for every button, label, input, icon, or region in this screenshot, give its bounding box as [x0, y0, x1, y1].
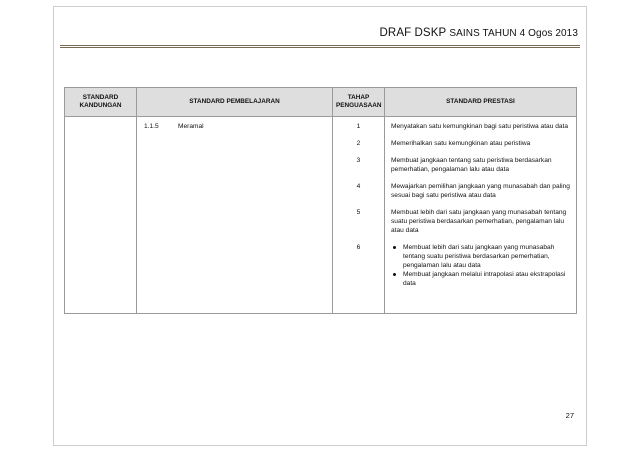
- table-header-row: [65, 88, 577, 117]
- col-tahap-penguasaan: TAHAP PENGUASAAN: [333, 88, 385, 117]
- header-rule: [60, 45, 580, 48]
- list-item: Membuat jangkaan melalui intrapolasi atau ekstrapolasi data: [391, 270, 572, 288]
- achievement-cell: Membuat lebih dari satu jangkaan yang munasabah tentang suatu peristiwa berdasarkan pemerhatian, pengalaman lalu atau data: [385, 201, 577, 236]
- learning-standard-code: 1.1.5: [144, 123, 159, 130]
- col-standard-pembelajaran: STANDARD PEMBELAJARAN: [137, 88, 333, 117]
- achievement-cell: Membuat jangkaan tentang satu peristiwa berdasarkan pemerhatian, pengalaman lalu atau data: [385, 149, 577, 175]
- col-standard-prestasi: STANDARD PRESTASI: [385, 88, 577, 117]
- achievement-cell: [385, 236, 577, 289]
- table-row: [65, 132, 577, 149]
- document-header-title: [380, 27, 578, 39]
- document-page: [53, 6, 587, 446]
- table-row: [65, 117, 577, 133]
- page-number: 27: [565, 411, 574, 420]
- learning-standard-text: Meramal: [178, 123, 204, 130]
- level-cell: 3: [333, 149, 385, 175]
- table-row: [65, 236, 577, 289]
- achievement-cell: Menyatakan satu kemungkinan bagi satu peristiwa atau data: [385, 117, 577, 133]
- achievement-bullet-list: [391, 243, 572, 288]
- header-title-main: DRAF DSKP: [379, 27, 447, 39]
- level-cell: 1: [333, 117, 385, 133]
- level-cell: 4: [333, 175, 385, 201]
- standard-pembelajaran-cell: [137, 117, 333, 133]
- achievement-cell: Mewajarkan pemilihan jangkaan yang munasabah dan paling sesuai bagi satu peristiwa atau data: [385, 175, 577, 201]
- achievement-cell: Memerihalkan satu kemungkinan atau peristiwa: [385, 132, 577, 149]
- table-row: [65, 201, 577, 236]
- table-row: [65, 289, 577, 314]
- col-standard-kandungan: STANDARD KANDUNGAN: [65, 88, 137, 117]
- list-item: Membuat lebih dari satu jangkaan yang munasabah tentang suatu peristiwa berdasarkan pemerhatian, pengalaman lalu atau data: [391, 243, 572, 270]
- level-cell: 6: [333, 236, 385, 289]
- header-title-rest: SAINS TAHUN 4 Ogos 2013: [449, 28, 578, 39]
- table-row: [65, 149, 577, 175]
- standards-table: [64, 87, 577, 314]
- level-cell: 2: [333, 132, 385, 149]
- level-cell: 5: [333, 201, 385, 236]
- table-row: [65, 175, 577, 201]
- standard-kandungan-cell: [65, 117, 137, 133]
